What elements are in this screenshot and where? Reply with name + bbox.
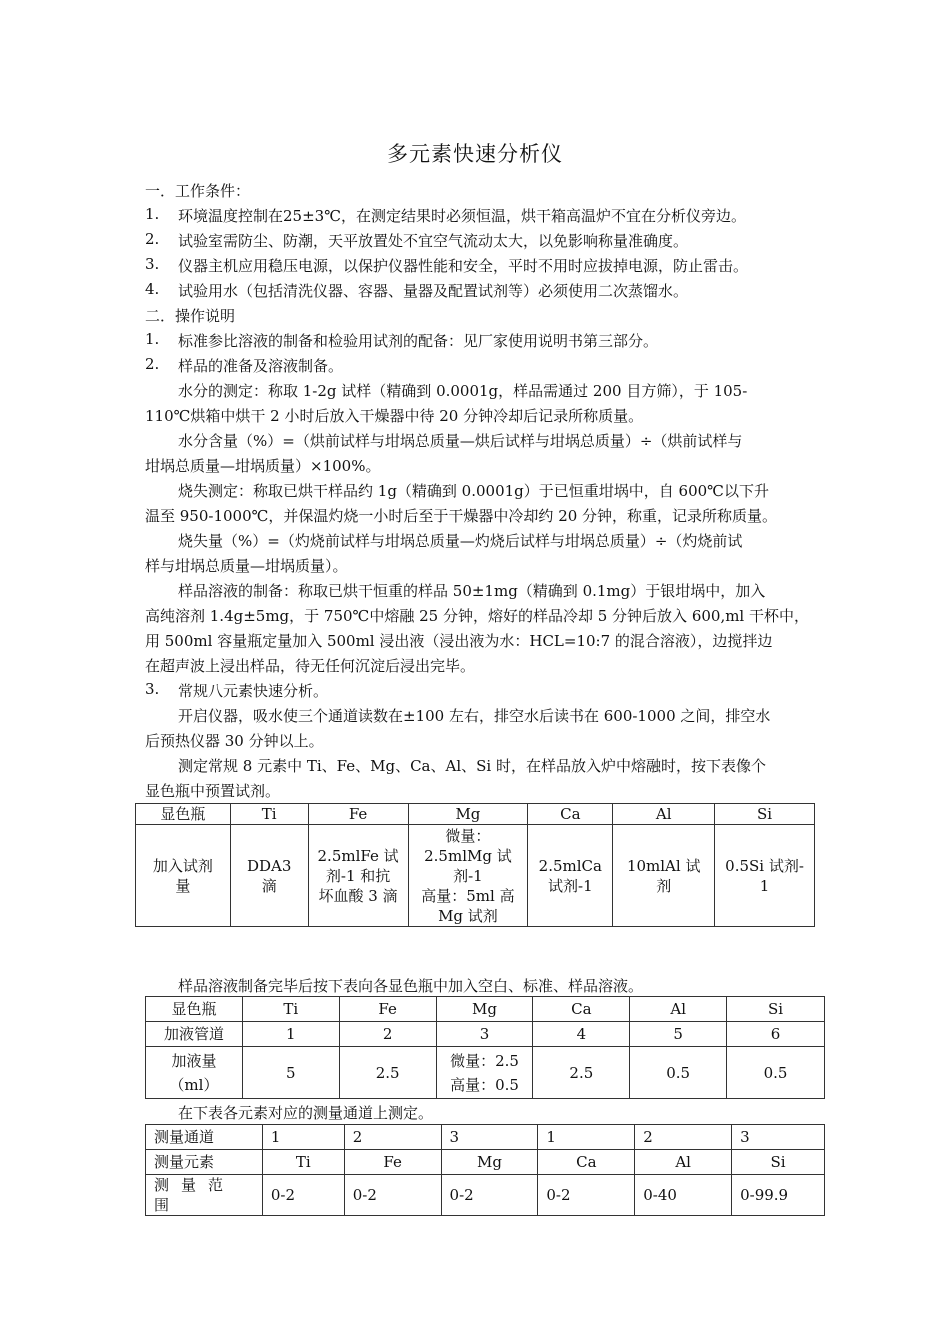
table-row (136, 825, 815, 927)
table-cell: Si (732, 1150, 825, 1175)
table-header: Fe (339, 997, 436, 1022)
table-cell: 加液量 （ml） (146, 1047, 243, 1099)
table-cell: 0-2 (262, 1175, 344, 1216)
table-header: Mg (436, 997, 533, 1022)
paragraph-line: 在下表各元素对应的测量通道上测定。 (178, 1104, 434, 1122)
page-title: 多元素快速分析仪 (387, 142, 563, 166)
paragraph-line: 样品溶液制备完毕后按下表向各显色瓶中加入空白、标准、样品溶液。 (178, 977, 644, 995)
table-cell: 2.5mlCa 试剂-1 (528, 825, 613, 927)
table-header: Ca (528, 804, 613, 825)
table-header: Fe (308, 804, 408, 825)
paragraph-line: 样品溶液的制备：称取已烘干恒重的样品 50±1mg（精确到 0.1mg）于银坩埚中，加入 (178, 582, 766, 600)
dosing-table (145, 996, 825, 1099)
table-header: Ti (242, 997, 339, 1022)
paragraph-line: 显色瓶中预置试剂。 (145, 782, 281, 800)
table-header: Ca (533, 997, 630, 1022)
table-cell: 0.5 (630, 1047, 727, 1099)
paragraph-line: 高纯溶剂 1.4g±5mg，于 750℃中熔融 25 分钟，熔好的样品冷却 5 分钟后放入 600,ml 干杯中， (145, 607, 810, 625)
table-cell: Fe (344, 1150, 441, 1175)
table-cell: 2.5mlFe 试 剂-1 和抗 坏血酸 3 滴 (308, 825, 408, 927)
table-cell: 10mlAl 试 剂 (613, 825, 715, 927)
list-number: 4. (145, 280, 160, 298)
table-cell: 加液管道 (146, 1022, 243, 1047)
table-cell: 0-99.9 (732, 1175, 825, 1216)
table-cell: 测量通道 (146, 1125, 263, 1150)
paragraph-line: 水分含量（%）=（烘前试样与坩埚总质量—烘后试样与坩埚总质量）÷（烘前试样与 (178, 432, 743, 450)
table-cell: 2 (635, 1125, 732, 1150)
paragraph-line: 坩埚总质量—坩埚质量）×100%。 (145, 457, 381, 475)
table-cell: 测量元素 (146, 1150, 263, 1175)
paragraph-line: 用 500ml 容量瓶定量加入 500ml 浸出液（浸出液为水：HCL=10:7 的混合溶液），边搅拌边 (145, 632, 773, 650)
paragraph-line: 水分的测定：称取 1-2g 试样（精确到 0.0001g，样品需通过 200 目方筛），于 105- (178, 382, 748, 400)
table-cell: 2 (339, 1022, 436, 1047)
table-header: Al (630, 997, 727, 1022)
table-cell: 1 (242, 1022, 339, 1047)
table-cell: Ca (538, 1150, 635, 1175)
table-header: Si (715, 804, 815, 825)
table-cell: Al (635, 1150, 732, 1175)
table-row (146, 1047, 825, 1099)
table-cell: DDA3 滴 (230, 825, 308, 927)
table-cell: 0-2 (538, 1175, 635, 1216)
list-item: 常规八元素快速分析。 (178, 682, 329, 700)
section2-heading: 二．操作说明 (145, 307, 236, 325)
list-item: 环境温度控制在25±3℃，在测定结果时必须恒温，烘干箱高温炉不宜在分析仪旁边。 (178, 207, 746, 225)
list-number: 2. (145, 355, 160, 373)
table-cell: 1 (538, 1125, 635, 1150)
table-cell: 2.5 (533, 1047, 630, 1099)
table-cell: 3 (441, 1125, 538, 1150)
table-cell: 3 (732, 1125, 825, 1150)
paragraph-line: 110℃烘箱中烘干 2 小时后放入干燥器中待 20 分钟冷却后记录所称质量。 (145, 407, 644, 425)
table-cell: Mg (441, 1150, 538, 1175)
list-number: 1. (145, 330, 160, 348)
table-cell: 0.5Si 试剂- 1 (715, 825, 815, 927)
table-cell: 5 (630, 1022, 727, 1047)
reagent-table (135, 803, 815, 927)
table-cell: 微量： 2.5mlMg 试 剂-1 高量：5ml 高 Mg 试剂 (408, 825, 528, 927)
paragraph-line: 烧失量（%）=（灼烧前试样与坩埚总质量—灼烧后试样与坩埚总质量）÷（灼烧前试 (178, 532, 743, 550)
list-item: 仪器主机应用稳压电源，以保护仪器性能和安全，平时不用时应拔掉电源，防止雷击。 (178, 257, 749, 275)
table-cell: 2.5 (339, 1047, 436, 1099)
channel-table (145, 1124, 825, 1216)
list-item: 试验用水（包括清洗仪器、容器、量器及配置试剂等）必须使用二次蒸馏水。 (178, 282, 689, 300)
table-cell: 加入试剂 量 (136, 825, 231, 927)
list-item: 样品的准备及溶液制备。 (178, 357, 344, 375)
table-header-row (146, 997, 825, 1022)
table-header: Mg (408, 804, 528, 825)
table-row (146, 1175, 825, 1216)
table-cell: 3 (436, 1022, 533, 1047)
table-cell: 2 (344, 1125, 441, 1150)
paragraph-line: 温至 950-1000℃，并保温灼烧一小时后至于干燥器中冷却约 20 分钟，称重，记录所称质量。 (145, 507, 778, 525)
list-number: 1. (145, 205, 160, 223)
paragraph-line: 后预热仪器 30 分钟以上。 (145, 732, 324, 750)
table-cell: Ti (262, 1150, 344, 1175)
list-number: 2. (145, 230, 160, 248)
table-cell: 微量：2.5 高量：0.5 (436, 1047, 533, 1099)
table-cell: 1 (262, 1125, 344, 1150)
paragraph-line: 测定常规 8 元素中 Ti、Fe、Mg、Ca、Al、Si 时，在样品放入炉中熔融时，按下表像个 (178, 757, 766, 775)
table-cell: 0.5 (727, 1047, 825, 1099)
table-row (146, 1125, 825, 1150)
table-header-row (136, 804, 815, 825)
list-item: 试验室需防尘、防潮，天平放置处不宜空气流动太大，以免影响称量准确度。 (178, 232, 689, 250)
list-item: 标准参比溶液的制备和检验用试剂的配备：见厂家使用说明书第三部分。 (178, 332, 659, 350)
table-header: Ti (230, 804, 308, 825)
table-cell: 4 (533, 1022, 630, 1047)
table-header: 显色瓶 (146, 997, 243, 1022)
table-cell: 0-2 (441, 1175, 538, 1216)
paragraph-line: 样与坩埚总质量—坩埚质量）。 (145, 557, 348, 575)
table-cell: 5 (242, 1047, 339, 1099)
table-header: 显色瓶 (136, 804, 231, 825)
table-header: Al (613, 804, 715, 825)
table-cell: 6 (727, 1022, 825, 1047)
list-number: 3. (145, 255, 160, 273)
paragraph-line: 烧失测定：称取已烘干样品约 1g（精确到 0.0001g）于已恒重坩埚中，自 600℃以下升 (178, 482, 769, 500)
table-cell: 0-2 (344, 1175, 441, 1216)
section1-heading: 一．工作条件： (145, 182, 251, 200)
table-row (146, 1150, 825, 1175)
table-cell: 测量范围 (146, 1175, 263, 1216)
table-cell: 0-40 (635, 1175, 732, 1216)
paragraph-line: 在超声波上浸出样品，待无任何沉淀后浸出完毕。 (145, 657, 476, 675)
table-header: Si (727, 997, 825, 1022)
list-number: 3. (145, 680, 160, 698)
paragraph-line: 开启仪器，吸水使三个通道读数在±100 左右，排空水后读书在 600-1000 之间，排空水 (178, 707, 771, 725)
table-row (146, 1022, 825, 1047)
